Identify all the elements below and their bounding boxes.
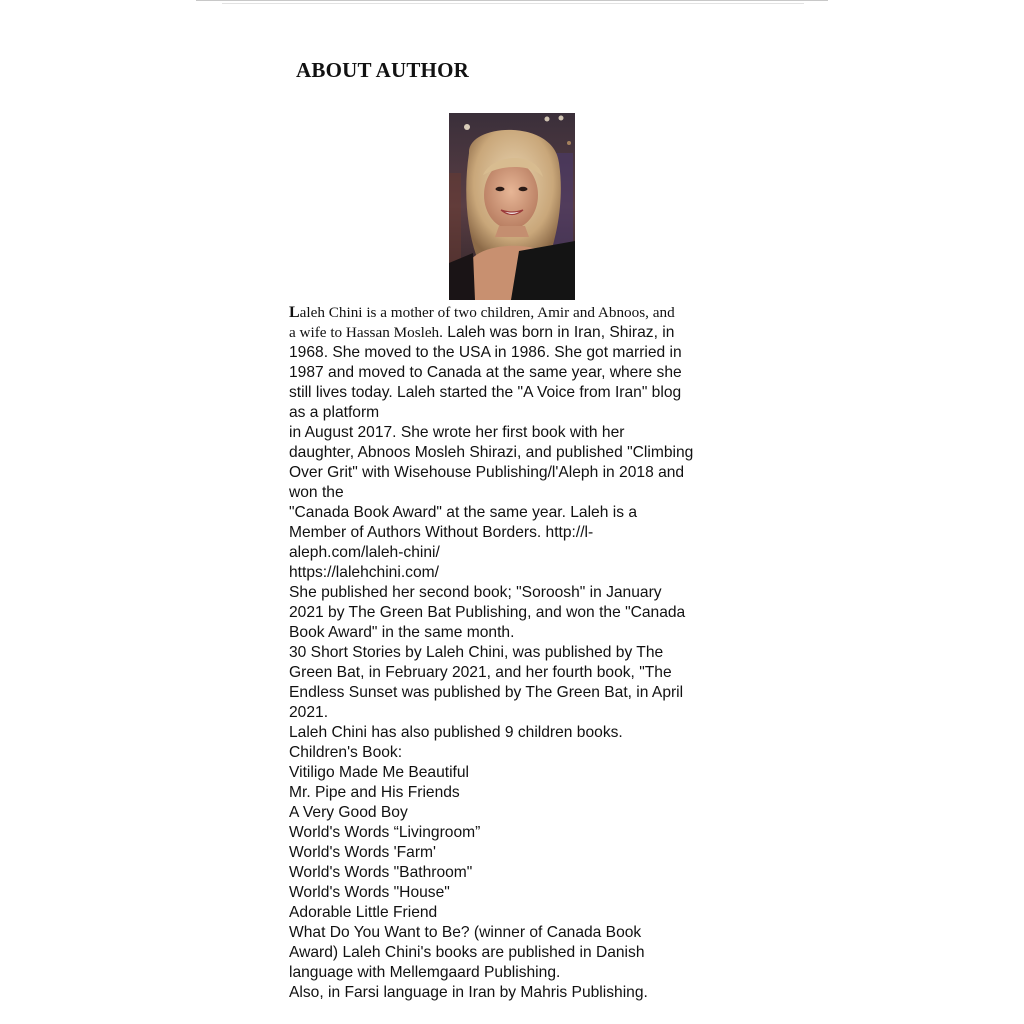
book-title: World's Words "House" xyxy=(289,884,450,901)
bio-line: Member of Authors Without Borders. http://l- xyxy=(289,524,594,541)
bio-lead-letter: L xyxy=(289,304,300,321)
bio-line: https://lalehchini.com/ xyxy=(289,564,439,581)
author-portrait-icon xyxy=(449,113,575,300)
bio-line: Over Grit" with Wisehouse Publishing/l'Aleph in 2018 and xyxy=(289,464,685,481)
bio-line: Endless Sunset was published by The Green Bat, in April xyxy=(289,684,684,701)
bio-line: 2021. xyxy=(289,704,329,721)
page-title: ABOUT AUTHOR xyxy=(296,58,469,82)
bio-line-text: Laleh was born in Iran, Shiraz, in xyxy=(442,324,675,341)
bio-line-text: a wife to Hassan Mosleh. xyxy=(289,324,443,341)
bio-line: What Do You Want to Be? (winner of Canada Book xyxy=(289,924,642,941)
bio-line: won the xyxy=(289,484,344,501)
bio-line: Children's Book: xyxy=(289,744,403,761)
bio-line xyxy=(289,323,739,343)
bio-line: language with Mellemgaard Publishing. xyxy=(289,964,561,981)
book-title: World's Words "Bathroom" xyxy=(289,864,473,881)
bio-line: daughter, Abnoos Mosleh Shirazi, and published "Climbing xyxy=(289,444,694,461)
top-divider xyxy=(196,0,828,1)
bio-line: "Canada Book Award" at the same year. Laleh is a xyxy=(289,504,637,521)
bio-line: 30 Short Stories by Laleh Chini, was published by The xyxy=(289,644,664,661)
book-title: World's Words “Livingroom” xyxy=(289,824,481,841)
top-divider-inner xyxy=(222,3,804,4)
author-bio xyxy=(289,303,739,1003)
book-title: Vitiligo Made Me Beautiful xyxy=(289,764,470,781)
book-title: Adorable Little Friend xyxy=(289,904,438,921)
bio-line-text: aleh Chini is a mother of two children, Amir and Abnoos, and xyxy=(299,304,675,321)
bio-line: still lives today. Laleh started the "A Voice from Iran" blog xyxy=(289,384,682,401)
bio-line: She published her second book; "Soroosh" in January xyxy=(289,584,662,601)
bio-line: Award) Laleh Chini's books are published in Danish xyxy=(289,944,645,961)
bio-line: aleph.com/laleh-chini/ xyxy=(289,544,440,561)
bio-line: 1968. She moved to the USA in 1986. She got married in xyxy=(289,344,682,361)
bio-line: 2021 by The Green Bat Publishing, and won the "Canada xyxy=(289,604,686,621)
book-title: World's Words 'Farm' xyxy=(289,844,436,861)
bio-line: Laleh Chini has also published 9 children books. xyxy=(289,724,623,741)
bio-line: in August 2017. She wrote her first book with her xyxy=(289,424,625,441)
bio-line: 1987 and moved to Canada at the same year, where she xyxy=(289,364,682,381)
book-title: Mr. Pipe and His Friends xyxy=(289,784,460,801)
author-photo xyxy=(449,113,575,300)
book-title: A Very Good Boy xyxy=(289,804,408,821)
bio-line: as a platform xyxy=(289,404,380,421)
bio-line: Book Award" in the same month. xyxy=(289,624,515,641)
bio-line: Also, in Farsi language in Iran by Mahris Publishing. xyxy=(289,984,648,1001)
bio-line xyxy=(289,303,739,323)
bio-line: Green Bat, in February 2021, and her fourth book, "The xyxy=(289,664,672,681)
